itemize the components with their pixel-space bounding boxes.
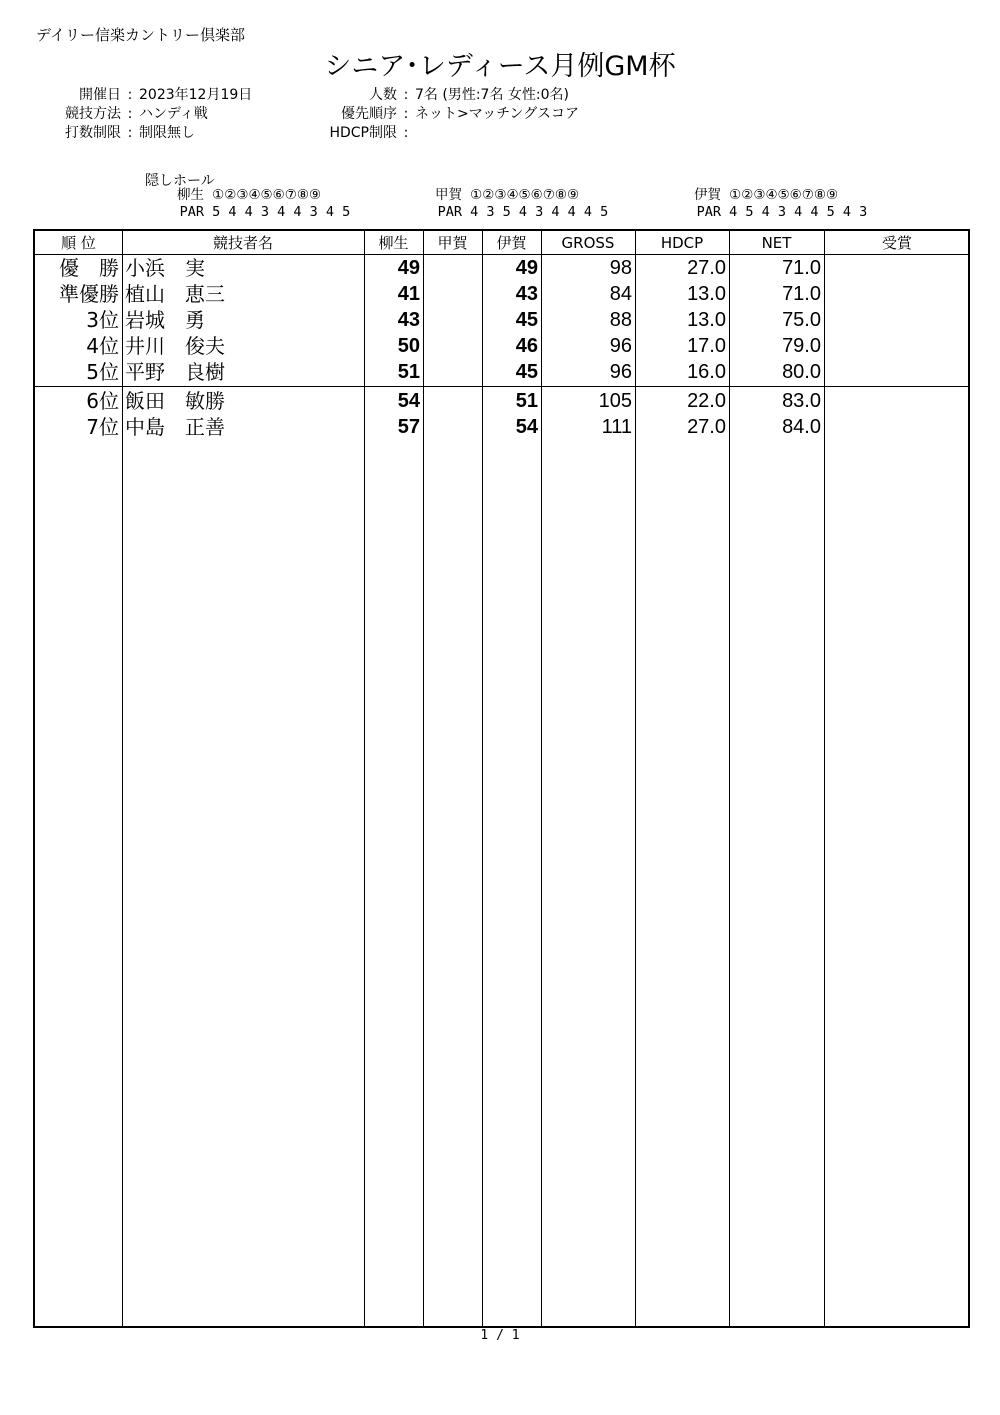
net-cell: 80.0 bbox=[782, 361, 821, 383]
net-cell: 83.0 bbox=[782, 390, 821, 412]
info-value: 制限無し bbox=[139, 125, 195, 141]
yagyu-score-cell: 51 bbox=[397, 361, 420, 383]
info-right bbox=[300, 86, 579, 143]
koga-score-cell bbox=[423, 307, 479, 333]
koga-score-cell bbox=[423, 359, 479, 385]
iga-score-cell: 45 bbox=[515, 309, 538, 331]
rank-cell: 6位 bbox=[86, 389, 119, 413]
gross-cell: 96 bbox=[609, 361, 632, 383]
gross-cell: 105 bbox=[598, 390, 632, 412]
rank-cell: 7位 bbox=[86, 415, 119, 439]
header-yagyu: 柳生 bbox=[378, 234, 409, 252]
hdcp-cell: 13.0 bbox=[687, 309, 726, 331]
yagyu-score-cell: 49 bbox=[397, 257, 420, 279]
player-name-cell: 中島 正善 bbox=[125, 415, 225, 439]
club-name: デイリー信楽カントリー倶楽部 bbox=[36, 26, 245, 44]
gross-cell: 111 bbox=[601, 416, 632, 438]
hole-numbers: ①②③④⑤⑥⑦⑧⑨ bbox=[212, 187, 322, 203]
player-name-cell: 平野 良樹 bbox=[125, 360, 225, 384]
award-cell bbox=[824, 359, 967, 385]
column-divider bbox=[122, 231, 123, 1326]
hdcp-cell: 22.0 bbox=[687, 390, 726, 412]
info-label: 打数制限 bbox=[65, 125, 121, 141]
header-hdcp: HDCP bbox=[660, 234, 704, 252]
net-cell: 75.0 bbox=[782, 309, 821, 331]
yagyu-score-cell: 50 bbox=[397, 335, 420, 357]
info-hdcp-limit: HDCP制限 : bbox=[300, 124, 579, 143]
info-left bbox=[36, 86, 252, 143]
yagyu-score-cell: 43 bbox=[397, 309, 420, 331]
yagyu-score-cell: 57 bbox=[397, 416, 420, 438]
gross-cell: 96 bbox=[609, 335, 632, 357]
gross-cell: 84 bbox=[609, 283, 632, 305]
net-cell: 71.0 bbox=[782, 283, 821, 305]
info-value: 2023年12月19日 bbox=[139, 87, 253, 103]
award-cell bbox=[824, 333, 967, 359]
hole-numbers: ①②③④⑤⑥⑦⑧⑨ bbox=[729, 187, 839, 203]
info-label: HDCP制限 bbox=[329, 125, 397, 141]
header-gross: GROSS bbox=[561, 234, 615, 252]
par-label: PAR bbox=[179, 204, 204, 220]
award-cell bbox=[824, 255, 967, 281]
course-block-yagyu bbox=[168, 187, 350, 221]
info-value: 7名 (男性:7名 女性:0名) bbox=[415, 87, 569, 103]
info-priority: 優先順序 : ネット>マッチングスコア bbox=[300, 105, 579, 124]
info-limit: 打数制限 : 制限無し bbox=[36, 124, 252, 143]
gross-cell: 98 bbox=[609, 257, 632, 279]
hdcp-cell: 13.0 bbox=[687, 283, 726, 305]
par-values: 5 4 4 3 4 4 3 4 5 bbox=[212, 204, 351, 220]
header-rank: 順 位 bbox=[61, 234, 96, 252]
par-label: PAR bbox=[437, 204, 462, 220]
info-method: 競技方法 : ハンディ戦 bbox=[36, 105, 252, 124]
info-date: 開催日 : 2023年12月19日 bbox=[36, 86, 252, 105]
hidden-holes-label: 隠しホール bbox=[145, 173, 215, 189]
net-cell: 84.0 bbox=[782, 416, 821, 438]
header-player-name: 競技者名 bbox=[212, 234, 273, 252]
info-value: ネット>マッチングスコア bbox=[415, 106, 580, 122]
rank-cell: 5位 bbox=[86, 360, 119, 384]
header-koga: 甲賀 bbox=[437, 234, 468, 252]
hole-numbers: ①②③④⑤⑥⑦⑧⑨ bbox=[470, 187, 580, 203]
iga-score-cell: 51 bbox=[515, 390, 538, 412]
info-label: 人数 bbox=[369, 87, 397, 103]
iga-score-cell: 43 bbox=[515, 283, 538, 305]
hdcp-cell: 27.0 bbox=[687, 416, 726, 438]
koga-score-cell bbox=[423, 281, 479, 307]
par-label: PAR bbox=[696, 204, 721, 220]
player-name-cell: 岩城 勇 bbox=[125, 308, 205, 332]
yagyu-score-cell: 54 bbox=[397, 390, 420, 412]
page-number: 1 / 1 bbox=[480, 1328, 520, 1343]
iga-score-cell: 49 bbox=[515, 257, 538, 279]
course-name: 伊賀 bbox=[694, 187, 721, 203]
header-award: 受賞 bbox=[881, 234, 912, 252]
award-cell bbox=[824, 281, 967, 307]
player-name-cell: 小浜 実 bbox=[125, 256, 205, 280]
info-players: 人数 : 7名 (男性:7名 女性:0名) bbox=[300, 86, 579, 105]
hdcp-cell: 17.0 bbox=[687, 335, 726, 357]
hdcp-cell: 16.0 bbox=[687, 361, 726, 383]
info-label: 開催日 bbox=[79, 87, 121, 103]
koga-score-cell bbox=[423, 255, 479, 281]
rank-cell: 4位 bbox=[86, 334, 119, 358]
koga-score-cell bbox=[423, 333, 479, 359]
info-label: 優先順序 bbox=[341, 106, 397, 122]
course-block-koga bbox=[426, 187, 608, 221]
iga-score-cell: 46 bbox=[515, 335, 538, 357]
koga-score-cell bbox=[423, 414, 479, 440]
par-values: 4 3 5 4 3 4 4 4 5 bbox=[470, 204, 609, 220]
net-cell: 79.0 bbox=[782, 335, 821, 357]
hdcp-cell: 27.0 bbox=[687, 257, 726, 279]
course-name: 甲賀 bbox=[435, 187, 462, 203]
award-cell bbox=[824, 388, 967, 414]
iga-score-cell: 54 bbox=[515, 416, 538, 438]
par-values: 4 5 4 3 4 4 5 4 3 bbox=[729, 204, 868, 220]
info-label: 競技方法 bbox=[65, 106, 121, 122]
page-title: シニア･レディース月例GM杯 bbox=[324, 51, 676, 82]
award-cell bbox=[824, 307, 967, 333]
rank-cell: 準優勝 bbox=[59, 282, 119, 306]
course-block-iga bbox=[685, 187, 867, 221]
award-cell bbox=[824, 414, 967, 440]
iga-score-cell: 45 bbox=[515, 361, 538, 383]
header-net: NET bbox=[761, 234, 792, 252]
player-name-cell: 植山 恵三 bbox=[125, 282, 225, 306]
player-name-cell: 井川 俊夫 bbox=[125, 334, 225, 358]
rank-cell: 3位 bbox=[86, 308, 119, 332]
player-name-cell: 飯田 敏勝 bbox=[125, 389, 225, 413]
results-table bbox=[33, 229, 970, 1328]
course-name: 柳生 bbox=[177, 187, 204, 203]
info-value: ハンディ戦 bbox=[139, 106, 208, 122]
group-divider bbox=[35, 386, 968, 387]
rank-cell: 優 勝 bbox=[59, 256, 119, 280]
gross-cell: 88 bbox=[609, 309, 632, 331]
koga-score-cell bbox=[423, 388, 479, 414]
yagyu-score-cell: 41 bbox=[397, 283, 420, 305]
net-cell: 71.0 bbox=[782, 257, 821, 279]
header-iga: 伊賀 bbox=[496, 234, 527, 252]
